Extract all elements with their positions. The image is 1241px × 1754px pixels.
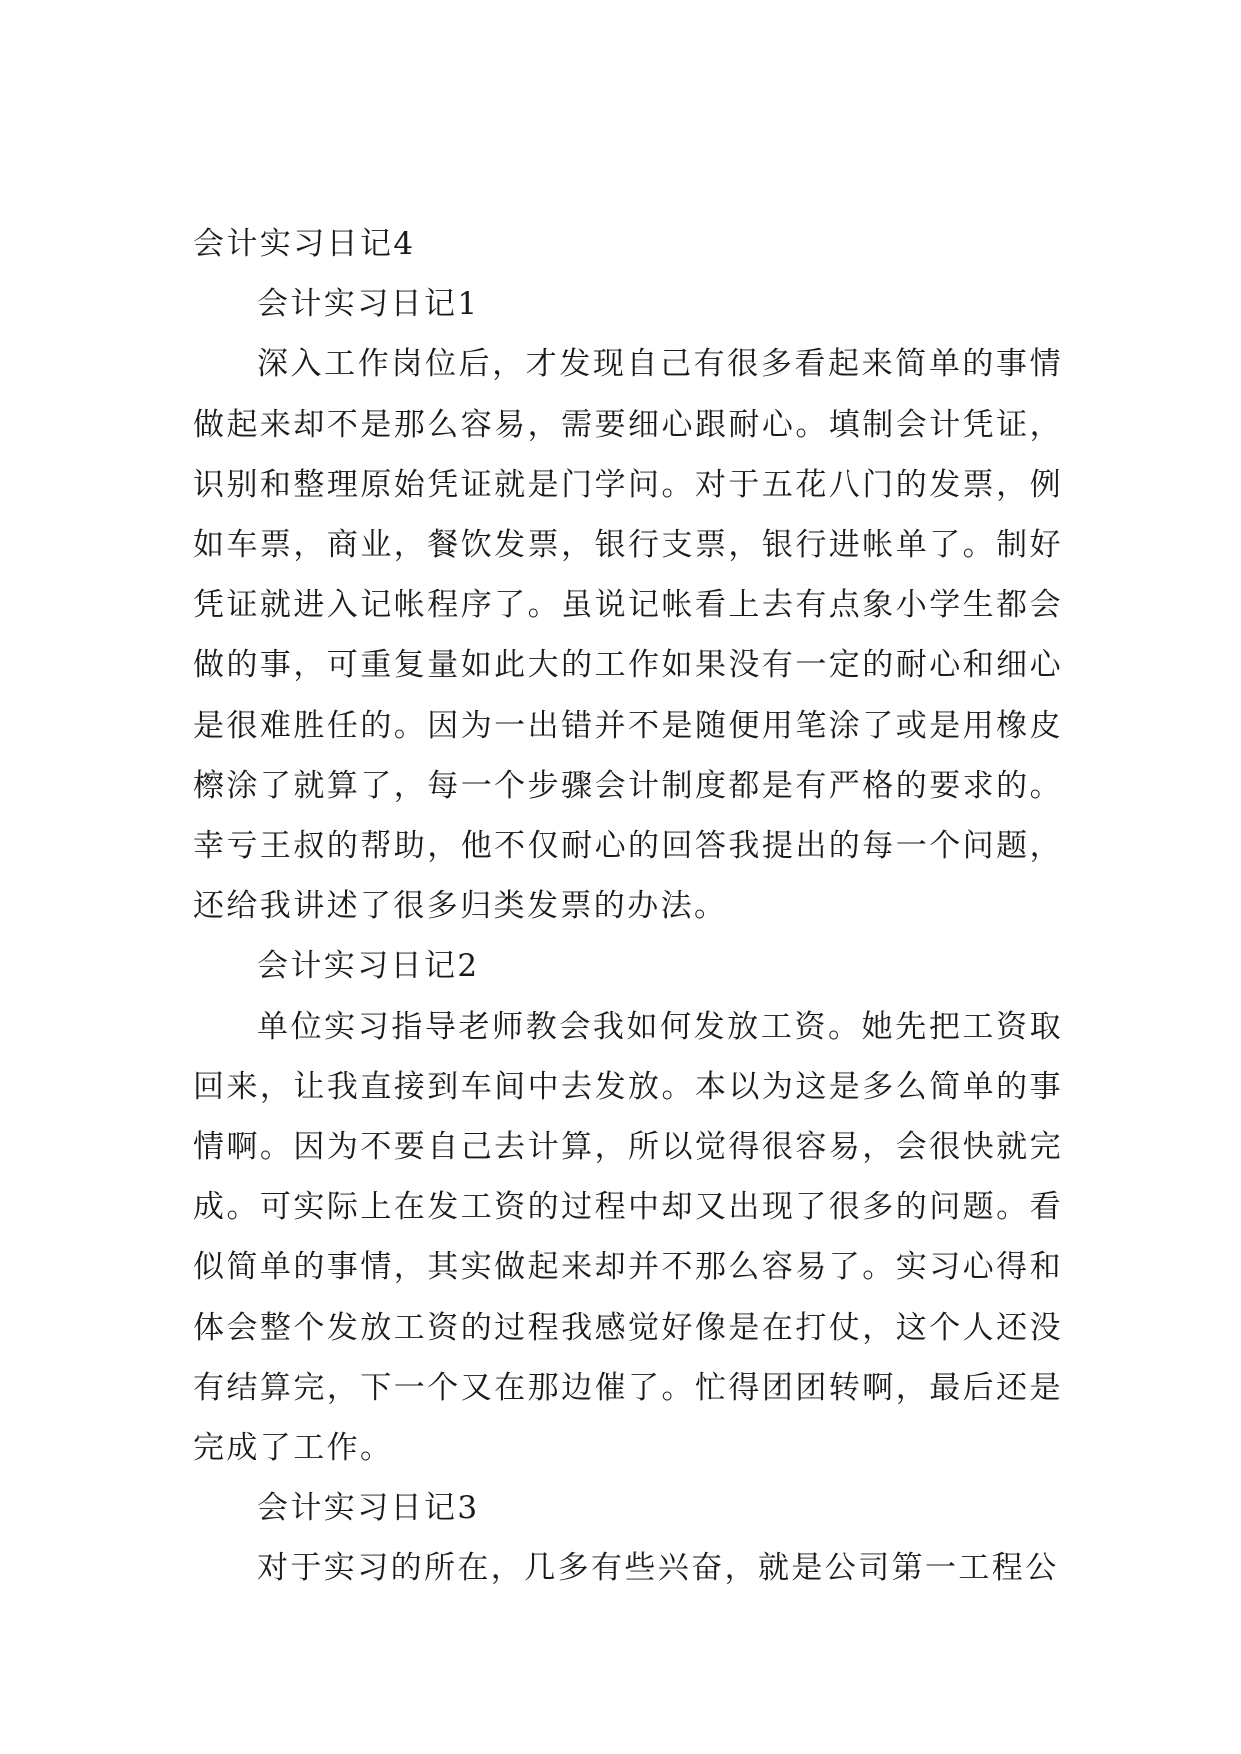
entry-heading-1: 会计实习日记1 (257, 286, 480, 323)
entry-body-2: 单位实习指导老师教会我如何发放工资。她先把工资取回来，让我直接到车间中去发放。本以为这是多么简单的事情啊。因为不要自己去计算，所以觉得很容易，会很快就完成。可实际上在发工资的过程中却又出现了很多的问题。看似简单的事情，其实做起来却并不那么容易了。实习心得和体会整个发放工资的过程我感觉好像是在打仗，这个人还没有结算完，下一个又在那边催了。忙得团团转啊，最后还是完成了工作。 (193, 1008, 1063, 1467)
entry-body-3: 对于实习的所在，几多有些兴奋，就是公司第一工程公 (257, 1550, 1059, 1587)
entry-heading-3: 会计实习日记3 (257, 1490, 480, 1527)
document-content (193, 214, 1063, 1599)
document-title: 会计实习日记4 (193, 226, 416, 262)
entry-body-1: 深入工作岗位后，才发现自己有很多看起来简单的事情做起来却不是那么容易，需要细心跟耐心。填制会计凭证，识别和整理原始凭证就是门学问。对于五花八门的发票，例如车票，商业，餐饮发票，银行支票，银行进帐单了。制好凭证就进入记帐程序了。虽说记帐看上去有点象小学生都会做的事，可重复量如此大的工作如果没有一定的耐心和细心是很难胜任的。因为一出错并不是随便用笔涂了或是用橡皮檫涂了就算了，每一个步骤会计制度都是有严格的要求的。幸亏王叔的帮助，他不仅耐心的回答我提出的每一个问题，还给我讲述了很多归类发票的办法。 (193, 346, 1063, 925)
entry-heading-2: 会计实习日记2 (257, 948, 480, 985)
